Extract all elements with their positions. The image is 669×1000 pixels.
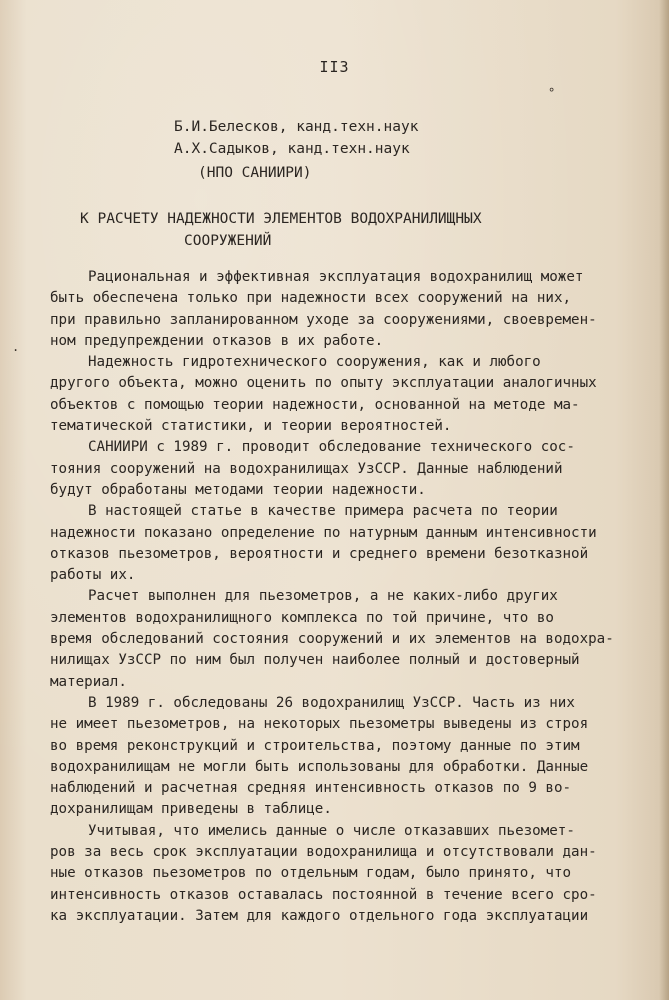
body-line: Расчет выполнен для пьезометров, а не каких-либо других — [88, 588, 558, 605]
body-line: наблюдений и расчетная средняя интенсивность отказов по 9 во- — [50, 780, 572, 797]
body-line: дохранилищам приведены в таблице. — [50, 801, 332, 818]
body-line: надежности показано определение по натурным данным интенсивности — [50, 524, 597, 541]
article-title — [80, 208, 600, 252]
body-line: интенсивность отказов оставалась постоянной в течение всего сро- — [50, 886, 597, 903]
body-line: другого объекта, можно оценить по опыту эксплуатации аналогичных — [50, 375, 597, 392]
body-line: В настоящей статье в качестве примера расчета по теории — [88, 503, 558, 520]
stray-mark: . — [12, 340, 20, 354]
body-line: ров за весь срок эксплуатации водохранилища и отсутствовали дан- — [50, 844, 597, 861]
body-line: тояния сооружений на водохранилищах УзССР. Данные наблюдений — [50, 460, 563, 477]
body-line: Надежность гидротехнического сооружения, как и любого — [88, 354, 541, 371]
body-text — [50, 267, 635, 927]
body-line: быть обеспечена только при надежности всех сооружений на них, — [50, 290, 572, 307]
page-number: II3 — [319, 58, 350, 76]
body-line: водохранилищам не могли быть использованы для обработки. Данные — [50, 758, 589, 775]
organization: (НПО САНИИРИ) — [198, 165, 312, 181]
page-edge-shadow — [659, 0, 669, 1000]
stray-mark: ° — [548, 86, 556, 100]
body-line: объектов с помощью теории надежности, основанной на методе ма- — [50, 396, 580, 413]
author-line: А.Х.Садыков, канд.техн.наук — [174, 141, 410, 157]
body-line: ные отказов пьезометров по отдельным годам, было принято, что — [50, 865, 572, 882]
title-line: СООРУЖЕНИЙ — [184, 233, 272, 249]
body-line: элементов водохранилищного комплекса по той причине, что во — [50, 609, 554, 626]
body-line: не имеет пьезометров, на некоторых пьезометры выведены из строя — [50, 716, 589, 733]
body-line: во время реконструкций и строительства, поэтому данные по этим — [50, 737, 580, 754]
body-line: работы их. — [50, 567, 136, 584]
body-line: время обследований состояния сооружений и их элементов на водохра- — [50, 631, 614, 648]
authors-block — [174, 116, 418, 184]
body-line: САНИИРИ с 1989 г. проводит обследование технического сос- — [88, 439, 575, 456]
body-line: при правильно запланированном уходе за сооружениями, своевремен- — [50, 311, 597, 328]
body-line: В 1989 г. обследованы 26 водохранилищ УзССР. Часть из них — [88, 694, 575, 711]
body-line: тематической статистики, и теории вероятностей. — [50, 418, 452, 435]
body-line: будут обработаны методами теории надежности. — [50, 481, 426, 498]
body-line: Рациональная и эффективная эксплуатация водохранилищ может — [88, 269, 584, 285]
body-line: отказов пьезометров, вероятности и среднего времени безотказной — [50, 545, 589, 562]
author-line: Б.И.Белесков, канд.техн.наук — [174, 119, 419, 135]
body-line: нилищах УзССР по ним был получен наиболее полный и достоверный — [50, 652, 580, 669]
body-line: ка эксплуатации. Затем для каждого отдельного года эксплуатации — [50, 907, 589, 924]
body-line: материал. — [50, 673, 127, 690]
body-line: ном предупреждении отказов в их работе. — [50, 332, 384, 349]
title-line: К РАСЧЕТУ НАДЕЖНОСТИ ЭЛЕМЕНТОВ ВОДОХРАНИЛИЩНЫХ — [80, 211, 482, 227]
body-line: Учитывая, что имелись данные о числе отказавших пьезомет- — [88, 822, 575, 839]
